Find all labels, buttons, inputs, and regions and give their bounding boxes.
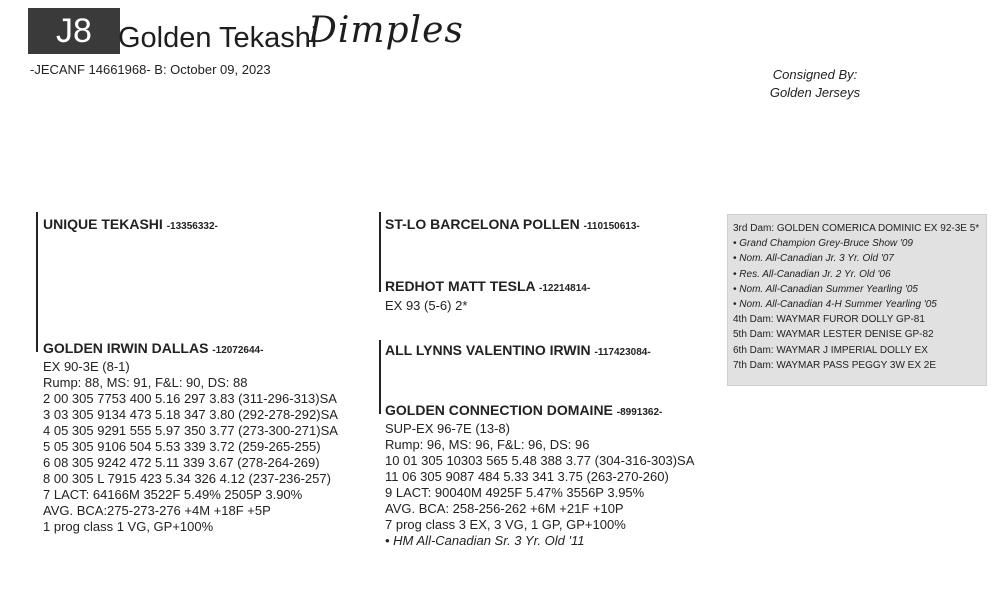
dam-dam-line: 11 06 305 9087 484 5.33 341 3.75 (263-270-260) [385,469,669,484]
dam-dam-heading [385,402,662,418]
dam-dam-line: AVG. BCA: 258-256-262 +6M +21F +10P [385,501,624,516]
animal-nickname: Dimples [308,10,464,51]
lot-number-badge: J8 [28,8,120,54]
registration-birth-line: -JECANF 14661968- B: October 09, 2023 [30,62,271,77]
dam-line: 6 08 305 9242 472 5.11 339 3.67 (278-264-269) [43,455,320,470]
dam-dam-details [385,421,694,549]
dam-box-line: • Grand Champion Grey-Bruce Show '09 [733,238,913,250]
dam-line: 5 05 305 9106 504 5.53 339 3.72 (259-265-255) [43,439,321,454]
dam-sire-name: ALL LYNNS VALENTINO IRWIN [385,342,591,358]
dam-dam-line: 10 01 305 10303 565 5.48 388 3.77 (304-316-303)SA [385,453,695,468]
dam-line: 7 LACT: 64166M 3522F 5.49% 2505P 3.90% [43,487,303,502]
sire-sire-name: ST-LO BARCELONA POLLEN [385,216,580,232]
animal-name: Golden Tekashi [118,22,318,54]
dam-line: 3 03 305 9134 473 5.18 347 3.80 (292-278-292)SA [43,407,338,422]
dam-box-line: • Res. All-Canadian Jr. 2 Yr. Old '06 [733,268,891,280]
dam-line: Rump: 88, MS: 91, F&L: 90, DS: 88 [43,375,248,390]
dam-box-line: 3rd Dam: GOLDEN COMERICA DOMINIC EX 92-3E 5* [733,223,980,234]
sire-name: UNIQUE TEKASHI [43,216,163,232]
dam-box-line: • Nom. All-Canadian 4-H Summer Yearling '05 [733,298,937,310]
dam-line: 1 prog class 1 VG, GP+100% [43,519,214,534]
sire-heading [43,216,218,232]
dam-name: GOLDEN IRWIN DALLAS [43,340,209,356]
sire-dam-classification: EX 93 (5-6) 2* [385,298,468,313]
dam-box-line: • Nom. All-Canadian Jr. 3 Yr. Old '07 [733,253,894,265]
dam-line: 4 05 305 9291 555 5.97 350 3.77 (273-300-271)SA [43,423,338,438]
dam-box-line: 5th Dam: WAYMAR LESTER DENISE GP-82 [733,329,934,341]
dam-box-line: 6th Dam: WAYMAR J IMPERIAL DOLLY EX [733,344,928,356]
dam-dam-line: 9 LACT: 90040M 4925F 5.47% 3556P 3.95% [385,485,645,500]
dam-dam-line: SUP-EX 96-7E (13-8) [385,421,510,436]
consignor-name: Golden Jerseys [769,85,861,100]
dam-dam-line: Rump: 96, MS: 96, F&L: 96, DS: 96 [385,437,590,452]
dam-details [43,359,338,535]
sire-dam-heading [385,278,590,294]
dam-line: AVG. BCA:275-273-276 +4M +18F +5P [43,503,271,518]
dam-line: 2 00 305 7753 400 5.16 297 3.83 (311-296-313)SA [43,391,337,406]
dam-box-line: • Nom. All-Canadian Summer Yearling '05 [733,283,918,295]
sire-dam-details [385,298,467,314]
dam-heading [43,340,263,356]
extended-dam-lines [733,221,979,373]
dam-line: 8 00 305 L 7915 423 5.34 326 4.12 (237-236-257) [43,471,331,486]
dam-side-bracket-line [379,340,381,414]
dam-dam-name: GOLDEN CONNECTION DOMAINE [385,402,613,418]
dam-box-line: 7th Dam: WAYMAR PASS PEGGY 3W EX 2E [733,359,937,371]
consigned-label: Consigned By: [772,67,858,82]
sire-reg: -13356332- [166,221,218,232]
dam-line: EX 90-3E (8-1) [43,359,130,374]
sire-sire-heading [385,216,640,232]
extended-dam-box [727,214,987,386]
dam-dam-reg: -8991362- [616,407,663,418]
sire-dam-name: REDHOT MATT TESLA [385,278,536,294]
sire-sire-reg: -110150613- [583,221,640,232]
sire-dam-reg: -12214814- [539,283,591,294]
dam-dam-honor: • HM All-Canadian Sr. 3 Yr. Old '11 [385,533,585,548]
dam-box-line: 4th Dam: WAYMAR FUROR DOLLY GP-81 [733,314,925,326]
dam-reg: -12072644- [212,345,264,356]
dam-dam-line: 7 prog class 3 EX, 3 VG, 1 GP, GP+100% [385,517,626,532]
consignor-block [760,66,870,102]
sire-side-bracket-line [379,212,381,292]
dam-sire-heading [385,342,651,358]
dam-sire-reg: -117423084- [594,347,651,358]
sire-bracket-line [36,212,38,352]
